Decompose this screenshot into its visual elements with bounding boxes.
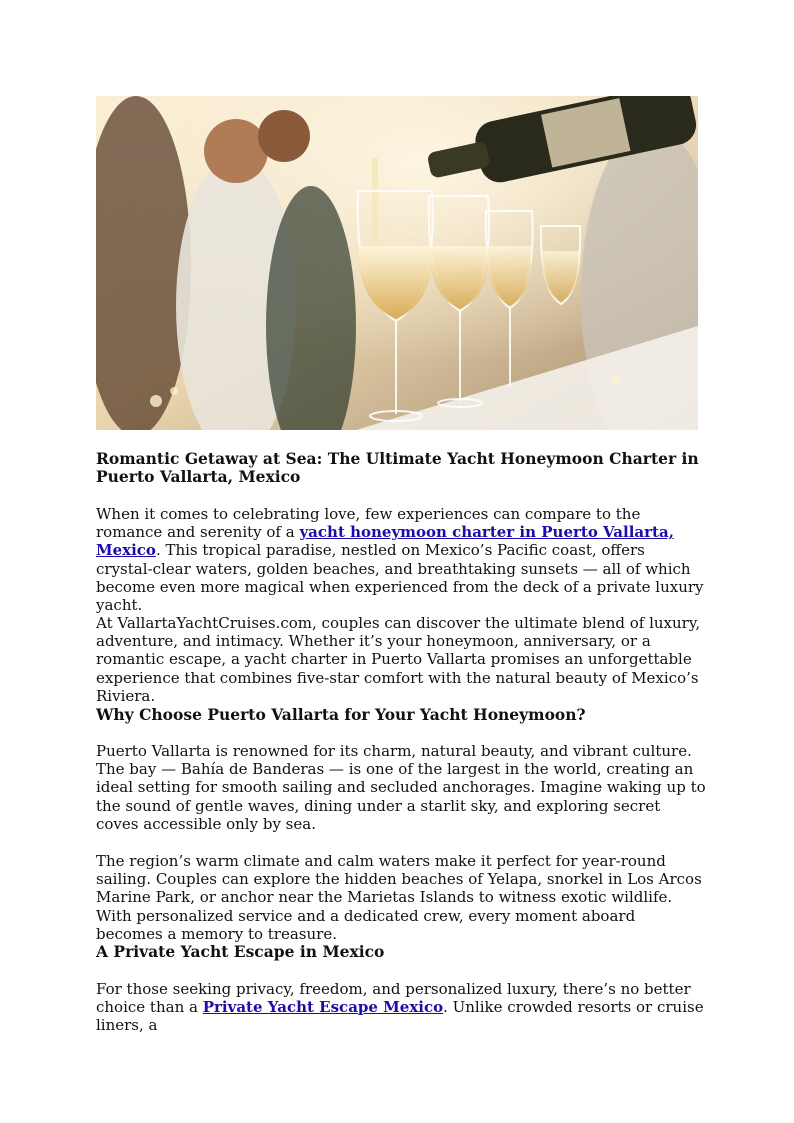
heading-why-puerto-vallarta: Why Choose Puerto Vallarta for Your Yacht Honeymoon? (96, 705, 586, 724)
private-yacht-escape-link[interactable]: Private Yacht Escape Mexico (202, 998, 444, 1017)
article-title: Romantic Getaway at Sea: The Ultimate Yacht Honeymoon Charter in Puerto Vallarta, Mexico (96, 449, 699, 486)
paragraph-vallarta-yacht-cruises: At VallartaYachtCruises.com, couples can discover the ultimate blend of luxury, adventure, and intimacy. Whether it’s your honeymoon, anniversary, or a romantic escape, a yacht charter in Puerto Vallarta promises an unforgettable experience that combines five-star comfort with the natural beauty of Mexico’s Riviera. (96, 614, 701, 705)
intro-text-before: When it comes to celebrating love, few experiences can compare to the romance and serenity of a (96, 505, 641, 542)
hero-image (96, 96, 698, 430)
paragraph-bay-description: Puerto Vallarta is renowned for its charm, natural beauty, and vibrant culture. The bay — Bahía de Banderas — is one of the largest in the world, creating an ideal setting for smooth sailing and secluded anchorages. Imagine waking up to the sound of gentle waves, dining under a starlit sky, and exploring secret coves accessible only by sea. (96, 742, 706, 833)
private-text-after: . Unlike crowded resorts or cruise liners, a (96, 998, 704, 1035)
heading-private-yacht-escape: A Private Yacht Escape in Mexico (96, 942, 385, 961)
champagne-toast-photo (96, 96, 698, 430)
intro-text-after: . This tropical paradise, nestled on Mexico’s Pacific coast, offers crystal-clear waters, golden beaches, and breathtaking sunsets — all of which become even more magical when experienced from the deck of a private luxury yacht. (96, 541, 704, 615)
intro-paragraph (96, 505, 706, 614)
honeymoon-charter-link[interactable]: yacht honeymoon charter in Puerto Vallarta, Mexico (96, 523, 674, 560)
paragraph-private-escape (96, 980, 706, 1035)
paragraph-climate: The region’s warm climate and calm waters make it perfect for year-round sailing. Couples can explore the hidden beaches of Yelapa, snorkel in Los Arcos Marine Park, or anchor near the Marietas Islands to witness exotic wildlife. With personalized service and a dedicated crew, every moment aboard becomes a memory to treasure. (96, 852, 702, 943)
private-text-before: For those seeking privacy, freedom, and personalized luxury, there’s no better choice than a (96, 980, 691, 1017)
